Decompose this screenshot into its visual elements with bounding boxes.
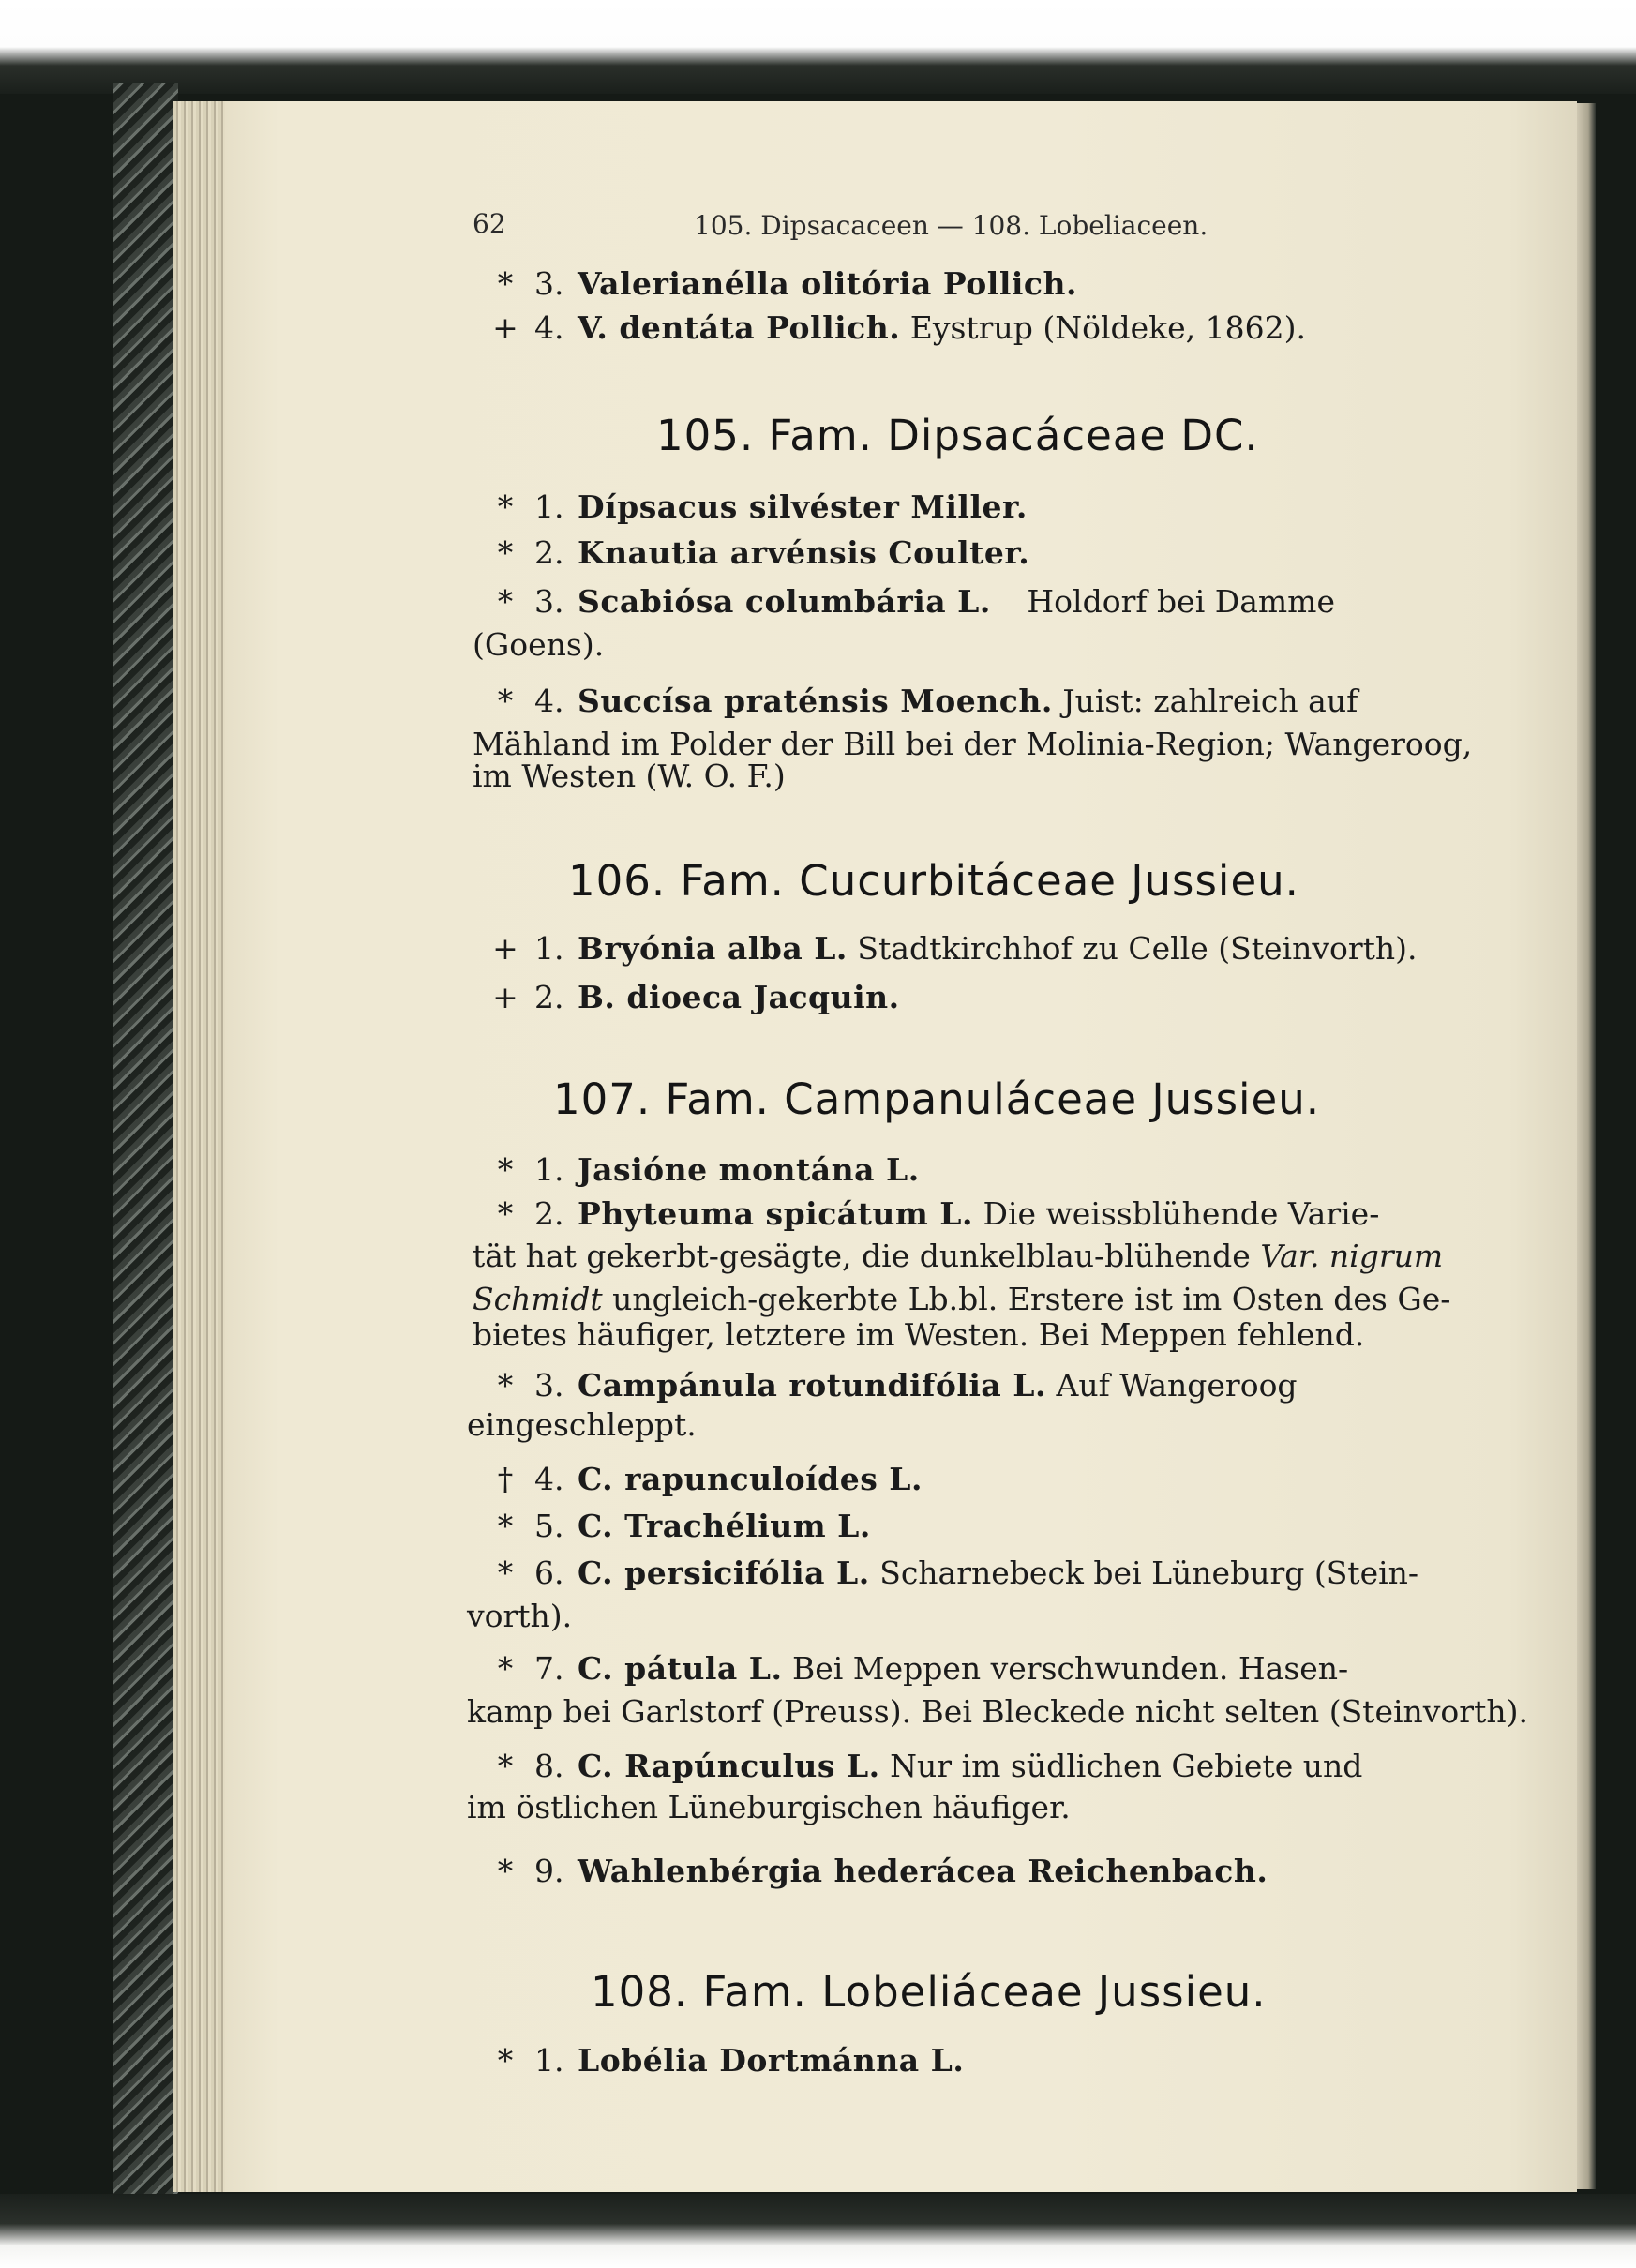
entry-succisa: * 4. Succísa praténsis Moench. Juist: zahlreich auf [497,683,1358,719]
entry-campanula-rotundifolia: * 3. Campánula rotundifólia L. Auf Wangeroog [497,1367,1298,1404]
entry-succisa-cont2: im Westen (W. O. F.) [473,758,786,794]
entry-phyteuma-cont1: tät hat gekerbt-gesägte, die dunkelblau-blühende Var. nigrum [473,1238,1444,1274]
book-binding-bottom [0,2194,1636,2268]
family-heading-108: 108. Fam. Lobeliáceae Jussieu. [591,1967,1267,2017]
entry-campanula-rapunculus-cont: im östlichen Lüneburgischen häufiger. [467,1789,1071,1825]
running-title: 105. Dipsacaceen — 108. Lobeliaceen. [694,210,1208,241]
entry-knautia: * 2. Knautia arvénsis Coulter. [497,534,1030,571]
entry-bryonia-alba: + 1. Bryónia alba L. Stadtkirchhof zu Celle (Steinvorth). [492,930,1418,967]
entry-scabiosa: * 3. Scabiósa columbária L. Holdorf bei Damme [497,583,1335,620]
entry-dipsacus: * 1. Dípsacus silvéster Miller. [497,488,1028,525]
family-heading-107: 107. Fam. Campanuláceae Jussieu. [553,1074,1321,1124]
entry-campanula-patula: * 7. C. pátula L. Bei Meppen verschwunden. Hasen- [497,1650,1349,1687]
entry-campanula-rapunculoides: † 4. C. rapunculoídes L. [497,1461,923,1497]
entry-phyteuma: * 2. Phyteuma spicátum L. Die weissblühende Varie- [497,1195,1380,1232]
entry-jasione: * 1. Jasióne montána L. [497,1151,920,1188]
next-page-edge [1577,103,1596,2189]
family-heading-105: 105. Fam. Dipsacáceae DC. [656,411,1259,460]
family-heading-106: 106. Fam. Cucurbitáceae Jussieu. [568,856,1299,906]
entry-campanula-persicifolia: * 6. C. persicifólia L. Scharnebeck bei Lüneburg (Stein- [497,1555,1419,1591]
entry-valerianella-dentata: + 4. V. dentáta Pollich. Eystrup (Nöldeke, 1862). [492,309,1306,346]
entry-scabiosa-cont: (Goens). [473,626,605,663]
entry-phyteuma-cont3: bietes häufiger, letztere im Westen. Bei Meppen fehlend. [473,1316,1365,1353]
entry-campanula-rapunculus: * 8. C. Rapúnculus L. Nur im südlichen Gebiete und [497,1748,1363,1784]
entry-wahlenbergia: * 9. Wahlenbérgia hederácea Reichenbach. [497,1853,1268,1889]
entry-lobelia: * 1. Lobélia Dortmánna L. [497,2042,965,2079]
page-number: 62 [473,208,506,239]
book-spine-marbled [113,83,178,2203]
entry-bryonia-dioeca: + 2. B. dioeca Jacquin. [492,979,900,1015]
entry-valerianella-olitoria: * 3. Valerianélla olitória Pollich. [497,265,1077,302]
entry-campanula-trachelium: * 5. C. Trachélium L. [497,1508,871,1544]
entry-campanula-patula-cont: kamp bei Garlstorf (Preuss). Bei Bleckede nicht selten (Steinvorth). [467,1693,1528,1730]
entry-succisa-cont1: Mähland im Polder der Bill bei der Molinia-Region; Wangeroog, [473,726,1473,762]
book-page [225,101,1577,2192]
entry-campanula-rotundifolia-cont: eingeschleppt. [467,1406,697,1443]
book-binding-top [0,0,1636,94]
entry-phyteuma-cont2: Schmidt ungleich-gekerbte Lb.bl. Erstere ist im Osten des Ge- [473,1281,1451,1317]
entry-campanula-persicifolia-cont: vorth). [467,1598,573,1634]
page-stack-edge [173,101,230,2192]
